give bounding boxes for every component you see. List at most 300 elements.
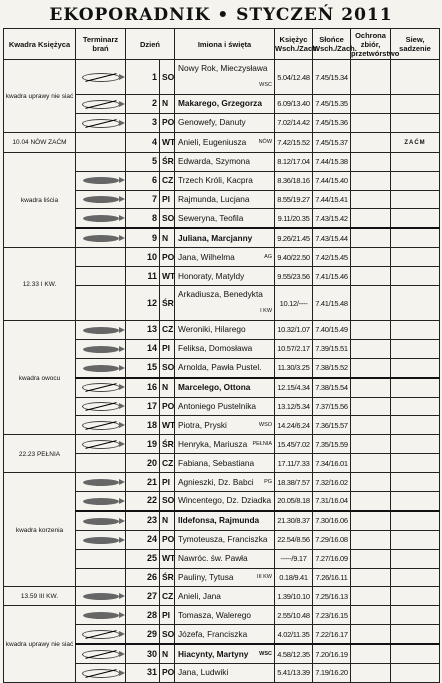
sowing-cell (391, 286, 440, 321)
day-row (4, 60, 440, 95)
fishing-cell (76, 152, 126, 171)
moon-times: 10.57/2.17 (275, 339, 313, 358)
sun-times: 7.41/15.46 (313, 267, 351, 286)
name-day-text: Hiacynty, Martyny (178, 648, 249, 659)
moon-times: 4.58/12.35 (275, 644, 313, 663)
day-number: 13 (126, 321, 160, 340)
sowing-cell (391, 511, 440, 530)
name-day-text: Arnolda, Pawła Pustel. (178, 362, 262, 373)
sun-times: 7.35/15.59 (313, 435, 351, 454)
day-row (4, 435, 440, 454)
name-day (175, 95, 275, 114)
name-day (175, 248, 275, 267)
fishing-cell (76, 587, 126, 606)
day-number: 16 (126, 378, 160, 397)
protection-cell (351, 321, 391, 340)
sowing-cell (391, 95, 440, 114)
sun-times: 7.22/16.17 (313, 625, 351, 644)
sun-times: 7.31/16.04 (313, 492, 351, 511)
moon-times: 8.55/19.27 (275, 190, 313, 209)
sowing-cell (391, 321, 440, 340)
fishing-cell (76, 397, 126, 416)
fishing-cell (76, 358, 126, 377)
name-day (175, 664, 275, 683)
name-day-text: Weroniki, Hilarego (178, 324, 246, 335)
day-weekday: PO (160, 664, 175, 683)
day-number: 21 (126, 473, 160, 492)
day-weekday: SO (160, 492, 175, 511)
fishing-cell (76, 171, 126, 190)
fishing-cell (76, 435, 126, 454)
day-weekday: PO (160, 113, 175, 132)
sun-times: 7.25/16.13 (313, 587, 351, 606)
name-day-note: WSC (259, 650, 273, 657)
name-day-note: NÓW (258, 138, 273, 145)
protection-cell (351, 152, 391, 171)
name-day-text: Makarego, Grzegorza (178, 98, 262, 109)
sowing-cell (391, 454, 440, 473)
name-day-text: Józefa, Franciszka (178, 628, 248, 639)
sun-times: 7.45/15.37 (313, 132, 351, 152)
sowing-cell (391, 190, 440, 209)
name-day (175, 397, 275, 416)
protection-cell (351, 397, 391, 416)
day-number: 12 (126, 286, 160, 321)
day-number: 11 (126, 267, 160, 286)
day-weekday: N (160, 228, 175, 247)
day-weekday: CZ (160, 454, 175, 473)
moon-times: 9.11/20.35 (275, 209, 313, 228)
moon-times: 20.05/8.18 (275, 492, 313, 511)
name-day (175, 171, 275, 190)
protection-cell (351, 549, 391, 568)
day-number: 30 (126, 644, 160, 663)
day-number: 14 (126, 339, 160, 358)
day-number: 3 (126, 113, 160, 132)
moon-times: 9.55/23.56 (275, 267, 313, 286)
sowing-cell (391, 606, 440, 625)
moon-phase-label: 22.23 PEŁNIA (18, 450, 61, 458)
fish-crossed-icon (82, 669, 120, 678)
sun-times: 7.37/15.56 (313, 397, 351, 416)
day-weekday: SO (160, 358, 175, 377)
header-kwadra: Kwadra Księżyca (4, 29, 76, 60)
protection-cell (351, 286, 391, 321)
protection-cell (351, 95, 391, 114)
moon-phase-label: kwadra uprawy nie siać (5, 92, 74, 100)
moon-phase-label: 13.59 III KW. (20, 593, 59, 601)
moon-phase-cell (4, 60, 76, 133)
moon-phase-label: kwadra korzenia (15, 526, 64, 534)
day-weekday: ŚR (160, 286, 175, 321)
sowing-cell (391, 132, 440, 152)
name-day-text: Arkadiusza, Benedykta (178, 289, 263, 300)
name-day (175, 530, 275, 549)
fish-icon (83, 365, 119, 372)
fish-crossed-icon (82, 630, 120, 639)
day-weekday: WT (160, 132, 175, 152)
fish-icon (83, 235, 119, 242)
day-number: 25 (126, 549, 160, 568)
day-row (4, 473, 440, 492)
sun-times: 7.20/16.19 (313, 644, 351, 663)
day-row (4, 132, 440, 152)
day-number: 26 (126, 568, 160, 587)
protection-cell (351, 530, 391, 549)
fishing-cell (76, 549, 126, 568)
day-number: 29 (126, 625, 160, 644)
day-weekday: PI (160, 190, 175, 209)
name-day-text: Jana, Wilhelma (178, 251, 235, 262)
fishing-cell (76, 664, 126, 683)
sun-times: 7.29/16.08 (313, 530, 351, 549)
day-row (4, 587, 440, 606)
day-weekday: N (160, 644, 175, 663)
fish-icon (83, 346, 119, 353)
fishing-cell (76, 228, 126, 247)
day-row (4, 152, 440, 171)
moon-times: 21.30/8.37 (275, 511, 313, 530)
name-day-note: WSC (259, 82, 273, 88)
name-day (175, 473, 275, 492)
day-number: 19 (126, 435, 160, 454)
header-ksiezyc: Księżyc Wsch./Zach. (275, 29, 313, 60)
name-day (175, 454, 275, 473)
name-day (175, 339, 275, 358)
header-dzien: Dzień (126, 29, 175, 60)
fishing-cell (76, 248, 126, 267)
sowing-cell (391, 171, 440, 190)
day-number: 17 (126, 397, 160, 416)
fishing-cell (76, 209, 126, 228)
protection-cell (351, 625, 391, 644)
day-weekday: SO (160, 625, 175, 644)
sun-times: 7.43/15.42 (313, 209, 351, 228)
moon-times: 22.54/8.56 (275, 530, 313, 549)
day-number: 28 (126, 606, 160, 625)
name-day (175, 606, 275, 625)
name-day (175, 435, 275, 454)
sowing-cell (391, 267, 440, 286)
fish-crossed-icon (82, 119, 120, 128)
name-day (175, 587, 275, 606)
name-day-text: Henryka, Mariusza (178, 438, 248, 449)
moon-times: 1.39/10.10 (275, 587, 313, 606)
fishing-cell (76, 113, 126, 132)
protection-cell (351, 664, 391, 683)
moon-times: 10.32/1.07 (275, 321, 313, 340)
moon-times: 7.02/14.42 (275, 113, 313, 132)
sun-times: 7.27/16.09 (313, 549, 351, 568)
day-weekday: N (160, 511, 175, 530)
protection-cell (351, 568, 391, 587)
name-day-text: Honoraty, Matyldy (178, 270, 245, 281)
name-day (175, 190, 275, 209)
name-day-text: Anieli, Eugeniusza (178, 136, 247, 147)
day-number: 7 (126, 190, 160, 209)
moon-times: 7.42/15.52 (275, 132, 313, 152)
sowing-cell (391, 530, 440, 549)
moon-phase-cell (4, 473, 76, 587)
name-day-text: Tomasza, Walerego (178, 609, 252, 620)
header-terminarz: Terminarz brań (76, 29, 126, 60)
fishing-cell (76, 190, 126, 209)
sowing-cell (391, 339, 440, 358)
calendar-table (3, 28, 440, 683)
name-day (175, 492, 275, 511)
day-row (4, 321, 440, 340)
name-day-text: Pauliny, Tytusa (178, 572, 234, 583)
moon-times: 13.12/5.34 (275, 397, 313, 416)
name-day-text: Fabiana, Sebastiana (178, 457, 255, 468)
name-day-text: Antoniego Pustelnika (178, 401, 256, 412)
day-weekday: CZ (160, 321, 175, 340)
moon-times: 4.02/11.35 (275, 625, 313, 644)
name-day-text: Wincentego, Dz. Dziadka (178, 495, 272, 506)
day-weekday: SO (160, 209, 175, 228)
fish-icon (83, 196, 119, 203)
fishing-cell (76, 492, 126, 511)
protection-cell (351, 190, 391, 209)
protection-cell (351, 60, 391, 95)
fish-crossed-icon (82, 421, 120, 430)
name-day-text: Juliana, Marcjanny (178, 232, 253, 243)
fishing-cell (76, 339, 126, 358)
name-day (175, 416, 275, 435)
fishing-cell (76, 473, 126, 492)
day-weekday: CZ (160, 171, 175, 190)
sowing-cell (391, 416, 440, 435)
moon-times: 15.45/7.02 (275, 435, 313, 454)
name-day-text: Seweryna, Teofila (178, 212, 244, 223)
page-title: EKOPORADNIK • STYCZEŃ 2011 (49, 5, 393, 25)
protection-cell (351, 228, 391, 247)
name-day (175, 228, 275, 247)
sowing-cell (391, 209, 440, 228)
day-weekday: WT (160, 549, 175, 568)
name-day (175, 209, 275, 228)
name-day-text: Rajmunda, Lucjana (178, 194, 250, 204)
name-day-text: Ildefonsa, Rajmunda (178, 515, 260, 526)
sun-times: 7.45/15.34 (313, 60, 351, 95)
moon-times: 12.15/4.34 (275, 378, 313, 397)
sowing-label: ZAĆM (404, 139, 426, 146)
name-day-note: PG (264, 478, 273, 485)
name-day (175, 60, 275, 95)
sowing-cell (391, 644, 440, 663)
name-day-text: Genowefy, Danuty (178, 117, 246, 128)
moon-phase-cell (4, 606, 76, 683)
moon-phase-cell (4, 152, 76, 247)
day-number: 8 (126, 209, 160, 228)
moon-phase-cell (4, 587, 76, 606)
sun-times: 7.26/16.11 (313, 568, 351, 587)
fishing-cell (76, 286, 126, 321)
day-number: 27 (126, 587, 160, 606)
protection-cell (351, 416, 391, 435)
day-number: 22 (126, 492, 160, 511)
day-number: 5 (126, 152, 160, 171)
protection-cell (351, 644, 391, 663)
fishing-cell (76, 568, 126, 587)
name-day-text: Piotra, Pryski (178, 419, 227, 430)
name-day (175, 113, 275, 132)
header-imiona: Imiona i święta (175, 29, 275, 60)
sun-times: 7.41/15.48 (313, 286, 351, 321)
fish-icon (83, 518, 119, 525)
sun-times: 7.34/16.01 (313, 454, 351, 473)
day-number: 24 (126, 530, 160, 549)
moon-times: 14.24/6.24 (275, 416, 313, 435)
name-day-note: III KW (257, 574, 273, 581)
sun-times: 7.45/15.36 (313, 113, 351, 132)
name-day (175, 321, 275, 340)
sowing-cell (391, 397, 440, 416)
day-number: 2 (126, 95, 160, 114)
name-day (175, 568, 275, 587)
name-day-text: Edwarda, Szymona (178, 156, 250, 167)
name-day (175, 625, 275, 644)
moon-phase-label: kwadra owocu (18, 374, 61, 382)
moon-times: 9.40/22.50 (275, 248, 313, 267)
moon-times: 5.04/12.48 (275, 60, 313, 95)
fishing-cell (76, 267, 126, 286)
moon-times: 8.36/18.16 (275, 171, 313, 190)
fish-crossed-icon (82, 650, 120, 659)
fish-icon (83, 215, 119, 222)
sowing-cell (391, 248, 440, 267)
protection-cell (351, 248, 391, 267)
protection-cell (351, 267, 391, 286)
fishing-cell (76, 378, 126, 397)
name-day-text: Tymoteusza, Franciszka (178, 534, 268, 545)
moon-phase-cell (4, 435, 76, 473)
day-number: 10 (126, 248, 160, 267)
fishing-cell (76, 644, 126, 663)
sun-times: 7.23/16.15 (313, 606, 351, 625)
protection-cell (351, 358, 391, 377)
sun-times: 7.44/15.38 (313, 152, 351, 171)
day-number: 20 (126, 454, 160, 473)
name-day-text: Marcelego, Ottona (178, 382, 251, 393)
protection-cell (351, 473, 391, 492)
day-weekday: N (160, 95, 175, 114)
fishing-cell (76, 511, 126, 530)
name-day (175, 511, 275, 530)
day-weekday: WT (160, 416, 175, 435)
day-weekday: SO (160, 60, 175, 95)
sowing-cell (391, 60, 440, 95)
fish-crossed-icon (82, 402, 120, 411)
fishing-cell (76, 416, 126, 435)
name-day-note: I KW (260, 308, 273, 315)
day-weekday: ŚR (160, 435, 175, 454)
day-weekday: ŚR (160, 568, 175, 587)
sun-times: 7.44/15.41 (313, 190, 351, 209)
sowing-cell (391, 568, 440, 587)
day-number: 18 (126, 416, 160, 435)
moon-times: 5.41/13.39 (275, 664, 313, 683)
day-weekday: PO (160, 530, 175, 549)
name-day (175, 152, 275, 171)
sowing-cell (391, 378, 440, 397)
moon-times: 6.09/13.40 (275, 95, 313, 114)
fish-icon (83, 537, 119, 544)
day-weekday: PI (160, 473, 175, 492)
name-day (175, 267, 275, 286)
fishing-cell (76, 132, 126, 152)
moon-times: 10.12/---- (275, 286, 313, 321)
sowing-cell (391, 113, 440, 132)
moon-phase-label: 12.33 I KW. (22, 281, 57, 289)
fishing-cell (76, 60, 126, 95)
sowing-cell (391, 549, 440, 568)
header-siew: Siew, sadzenie (391, 29, 440, 60)
sun-times: 7.19/16.20 (313, 664, 351, 683)
name-day (175, 132, 275, 152)
fish-icon (83, 498, 119, 505)
moon-times: 2.55/10.48 (275, 606, 313, 625)
name-day (175, 378, 275, 397)
sun-times: 7.44/15.40 (313, 171, 351, 190)
day-number: 23 (126, 511, 160, 530)
name-day-text: Jana, Ludwiki (178, 667, 229, 678)
fish-crossed-icon (82, 440, 120, 449)
fishing-cell (76, 321, 126, 340)
sowing-cell (391, 473, 440, 492)
name-day-text: Trzech Króli, Kacpra (178, 175, 253, 186)
fish-crossed-icon (82, 73, 120, 82)
moon-phase-label: kwadra uprawy nie siać (5, 641, 74, 649)
name-day-text: Feliksa, Domosława (178, 343, 253, 354)
sun-times: 7.38/15.52 (313, 358, 351, 377)
moon-phase-label: kwadra liścia (20, 197, 59, 204)
fish-crossed-icon (82, 100, 120, 109)
header-row (4, 29, 440, 60)
sowing-cell (391, 435, 440, 454)
sowing-cell (391, 228, 440, 247)
fish-icon (83, 479, 119, 486)
name-day-note: AG (264, 253, 273, 260)
fishing-cell (76, 454, 126, 473)
sun-times: 7.30/16.06 (313, 511, 351, 530)
protection-cell (351, 339, 391, 358)
header-ochrona: Ochrona zbiór, przetwórstwo (351, 30, 400, 58)
protection-cell (351, 454, 391, 473)
day-weekday: N (160, 378, 175, 397)
sowing-cell (391, 358, 440, 377)
moon-phase-cell (4, 321, 76, 435)
day-weekday: PI (160, 606, 175, 625)
fishing-cell (76, 95, 126, 114)
day-number: 6 (126, 171, 160, 190)
protection-cell (351, 587, 391, 606)
fishing-cell (76, 606, 126, 625)
name-day (175, 549, 275, 568)
day-number: 31 (126, 664, 160, 683)
sowing-cell (391, 625, 440, 644)
day-row (4, 248, 440, 267)
moon-times: 18.38/7.57 (275, 473, 313, 492)
sun-times: 7.38/15.54 (313, 378, 351, 397)
sowing-cell (391, 587, 440, 606)
day-weekday: PI (160, 339, 175, 358)
sowing-cell (391, 152, 440, 171)
protection-cell (351, 209, 391, 228)
header-slonce: Słońce Wsch./Zach. (313, 29, 351, 60)
moon-phase-cell (4, 132, 76, 152)
sun-times: 7.42/15.45 (313, 248, 351, 267)
